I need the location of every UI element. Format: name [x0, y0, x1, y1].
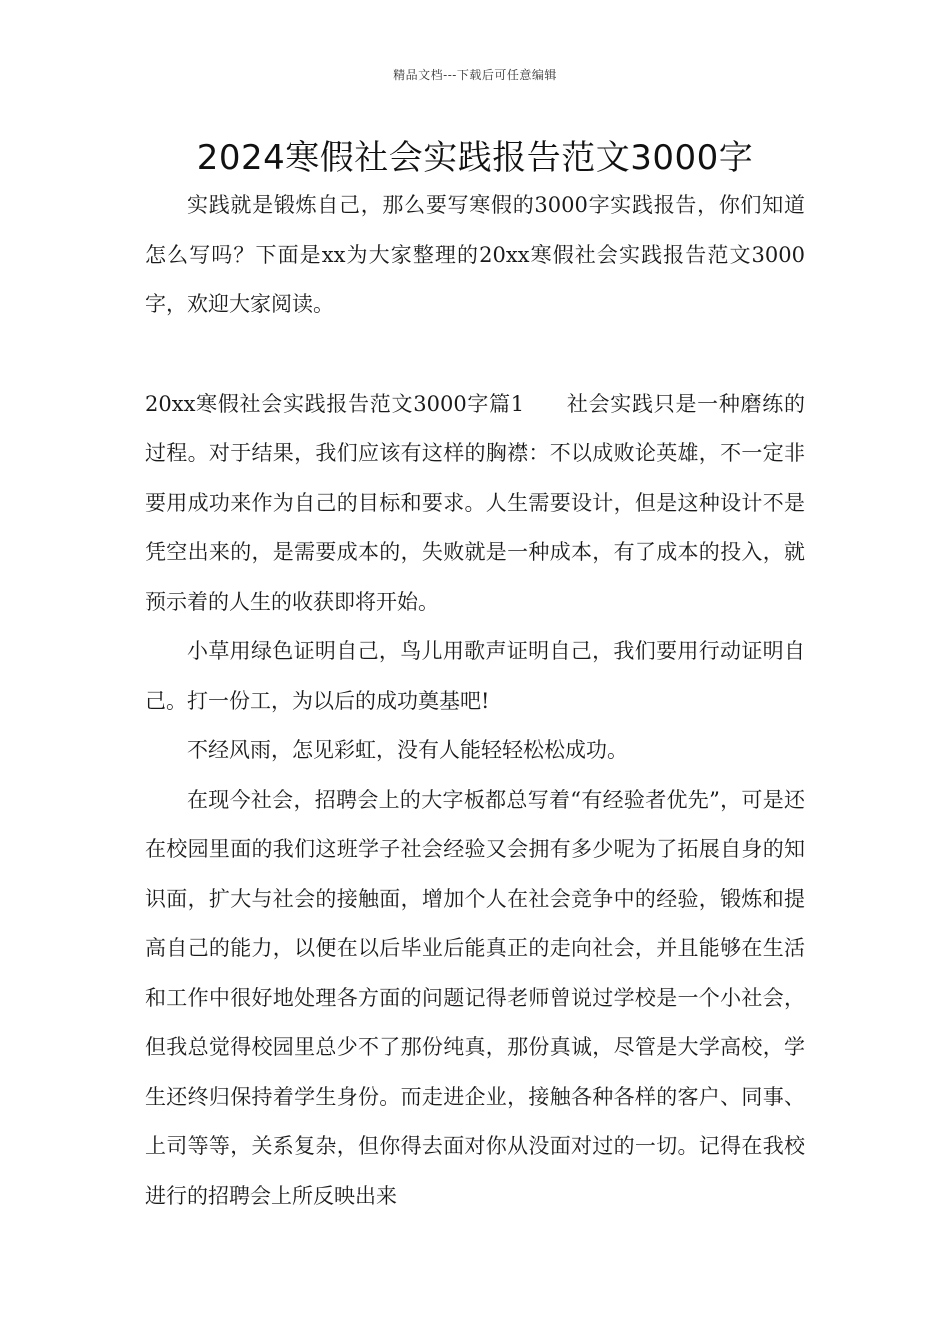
intro-paragraph: 实践就是锻炼自己，那么要写寒假的3000字实践报告，你们知道怎么写吗？下面是xx为大家整理的20xx寒假社会实践报告范文3000字，欢迎大家阅读。 — [145, 193, 805, 316]
paragraph-gap — [145, 330, 805, 380]
header-note: 精品文档---下载后可任意编辑 — [393, 68, 557, 82]
document-title: 2024寒假社会实践报告范文3000字 — [196, 138, 754, 178]
section-1-paragraph — [145, 380, 805, 628]
section-heading: 20xx寒假社会实践报告范文3000字篇1 — [145, 391, 525, 416]
body-paragraph: 在现今社会，招聘会上的大字板都总写着“有经验者优先”，可是还在校园里面的我们这班学子社会经验又会拥有多少呢为了拓展自身的知识面，扩大与社会的接触面，增加个人在社会竞争中的经验，锻炼和提高自己的能力，以便在以后毕业后能真正的走向社会，并且能够在生活和工作中很好地处理各方面的问题记得老师曾说过学校是一个小社会，但我总觉得校园里总少不了那份纯真，那份真诚，尽管是大学高校，学生还终归保持着学生身份。而走进企业，接触各种各样的客户、同事、上司等等，关系复杂，但你得去面对你从没面对过的一切。记得在我校进行的招聘会上所反映出来 — [145, 787, 805, 1208]
document-body — [145, 181, 805, 1221]
body-paragraph: 小草用绿色证明自己，鸟儿用歌声证明自己，我们要用行动证明自己。打一份工，为以后的成功奠基吧! — [145, 639, 805, 713]
section-1-text: 社会实践只是一种磨练的过程。对于结果，我们应该有这样的胸襟：不以成败论英雄，不一定非要用成功来作为自己的目标和要求。人生需要设计，但是这种设计不是凭空出来的，是需要成本的，失败就是一种成本，有了成本的投入，就预示着的人生的收获即将开始。 — [145, 391, 805, 614]
body-paragraph: 不经风雨，怎见彩虹，没有人能轻轻松松成功。 — [187, 738, 628, 762]
